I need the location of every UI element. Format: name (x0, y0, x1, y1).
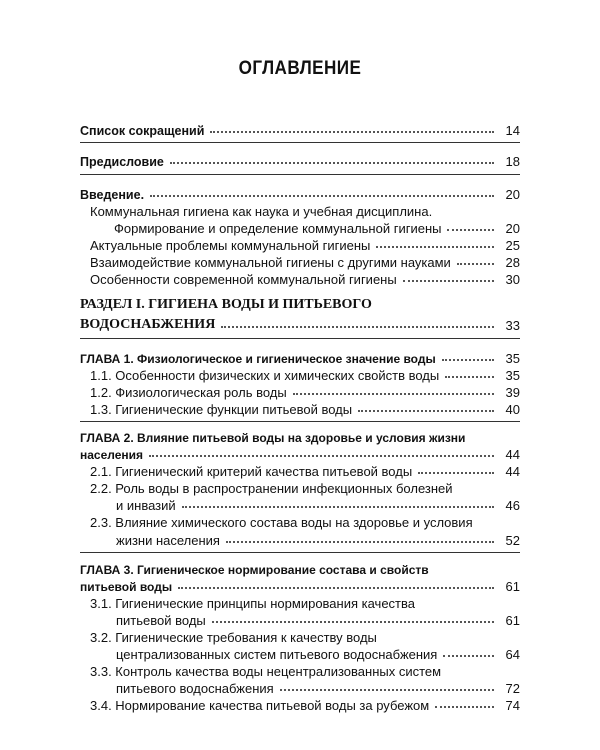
toc-entry-text: питьевого водоснабжения (116, 681, 274, 696)
divider (80, 338, 520, 339)
dot-leader (447, 229, 494, 231)
dot-leader (403, 280, 494, 282)
toc-entry-text: 1.1. Особенности физических и химических свойств воды (90, 368, 440, 383)
toc-chapter-title: ГЛАВА 2. Влияние питьевой воды на здоровье и условия жизни (80, 431, 466, 445)
toc-page-number: 25 (505, 238, 520, 253)
toc-entry-text: 2.3. Влияние химического состава воды на здоровье и условия (90, 515, 473, 530)
toc-entry-abbreviations[interactable] (80, 118, 520, 138)
toc-entry-text: Предисловие (80, 155, 164, 169)
dot-leader (212, 621, 494, 623)
toc-page-number: 61 (505, 613, 520, 628)
page-title: ОГЛАВЛЕНИЕ (238, 58, 362, 79)
dot-leader (358, 410, 494, 412)
toc-entry-features[interactable] (90, 267, 520, 287)
toc-entry-preface[interactable] (80, 149, 520, 169)
toc-entry-text: Список сокращений (80, 124, 205, 138)
toc-page-number: 44 (505, 447, 520, 462)
toc-entry-text: питьевой воды (80, 580, 173, 594)
toc-entry-text: ВОДОСНАБЖЕНИЯ (80, 317, 216, 332)
toc-entry-text: жизни населения (116, 533, 220, 548)
dot-leader (149, 455, 494, 457)
toc-page-number: 52 (505, 533, 520, 548)
toc-entry-text: 3.2. Гигиенические требования к качеству воды (90, 630, 377, 645)
dot-leader (418, 472, 494, 474)
toc-entry-text: Коммунальная гигиена как наука и учебная дисциплина. (90, 204, 433, 219)
toc-entry-text: 2.1. Гигиенический критерий качества питьевой воды (90, 464, 413, 479)
toc-entry-text: 1.2. Физиологическая роль воды (90, 385, 287, 400)
dot-leader (210, 131, 494, 133)
toc-page-number: 74 (505, 698, 520, 713)
toc-entry-text: Особенности современной коммунальной гигиены (90, 272, 397, 287)
toc-part-title: РАЗДЕЛ I. ГИГИЕНА ВОДЫ И ПИТЬЕВОГО (80, 297, 372, 312)
toc-page-number: 39 (505, 385, 520, 400)
toc-page-number: 20 (505, 187, 520, 202)
toc-page-number: 20 (505, 221, 520, 236)
toc-entry-text: 2.2. Роль воды в распространении инфекционных болезней (90, 481, 453, 496)
divider (80, 174, 520, 175)
toc-entry-text: централизованных систем питьевого водоснабжения (116, 647, 438, 662)
dot-leader (182, 506, 494, 508)
toc-page-number: 30 (505, 272, 520, 287)
toc-page-number: 18 (505, 154, 520, 169)
toc-entry-3-4[interactable] (90, 693, 520, 713)
dot-leader (376, 246, 494, 248)
toc-page-number: 40 (505, 402, 520, 417)
toc-entry-2-3[interactable] (116, 528, 520, 548)
toc-page-number: 61 (505, 579, 520, 594)
toc-entry-text: населения (80, 448, 144, 462)
dot-leader (293, 393, 494, 395)
toc-entry-1-3[interactable] (90, 397, 520, 417)
dot-leader (442, 359, 494, 361)
divider (80, 421, 520, 422)
toc-entry-text: ГЛАВА 1. Физиологическое и гигиеническое значение воды (80, 352, 436, 366)
dot-leader (435, 706, 494, 708)
dot-leader (280, 689, 494, 691)
divider (80, 552, 520, 553)
divider (80, 142, 520, 143)
toc-entry-text: 3.4. Нормирование качества питьевой воды за рубежом (90, 698, 430, 713)
toc-chapter-title: ГЛАВА 3. Гигиеническое нормирование состава и свойств (80, 563, 429, 577)
toc-entry-text: питьевой воды (116, 613, 206, 628)
toc-entry-text: Введение. (80, 188, 145, 202)
dot-leader (443, 655, 494, 657)
toc-page-number: 28 (505, 255, 520, 270)
toc-entry-part-1[interactable] (80, 313, 520, 333)
toc-entry-text: Актуальные проблемы коммунальной гигиены (90, 238, 371, 253)
toc-page-number: 14 (505, 123, 520, 138)
dot-leader (150, 195, 494, 197)
toc-entry-text: 3.1. Гигиенические принципы нормирования качества (90, 596, 415, 611)
toc-page-number: 46 (505, 498, 520, 513)
toc-page-number: 64 (505, 647, 520, 662)
dot-leader (178, 587, 494, 589)
toc-page-number: 35 (505, 351, 520, 366)
toc-entry-text: 3.3. Контроль качества воды нецентрализованных систем (90, 664, 442, 679)
toc-page-number: 33 (505, 318, 520, 333)
dot-leader (170, 162, 494, 164)
toc-entry-text: 1.3. Гигиенические функции питьевой воды (90, 402, 353, 417)
toc-page-number: 72 (505, 681, 520, 696)
toc-page-number: 44 (505, 464, 520, 479)
dot-leader (226, 541, 494, 543)
dot-leader (457, 263, 494, 265)
dot-leader (445, 376, 494, 378)
toc-entry-text: Формирование и определение коммунальной гигиены (114, 221, 442, 236)
toc-page-number: 35 (505, 368, 520, 383)
toc-entry-text: и инвазий (116, 498, 176, 513)
toc-entry-text: Взаимодействие коммунальной гигиены с другими науками (90, 255, 451, 270)
dot-leader (221, 326, 494, 328)
